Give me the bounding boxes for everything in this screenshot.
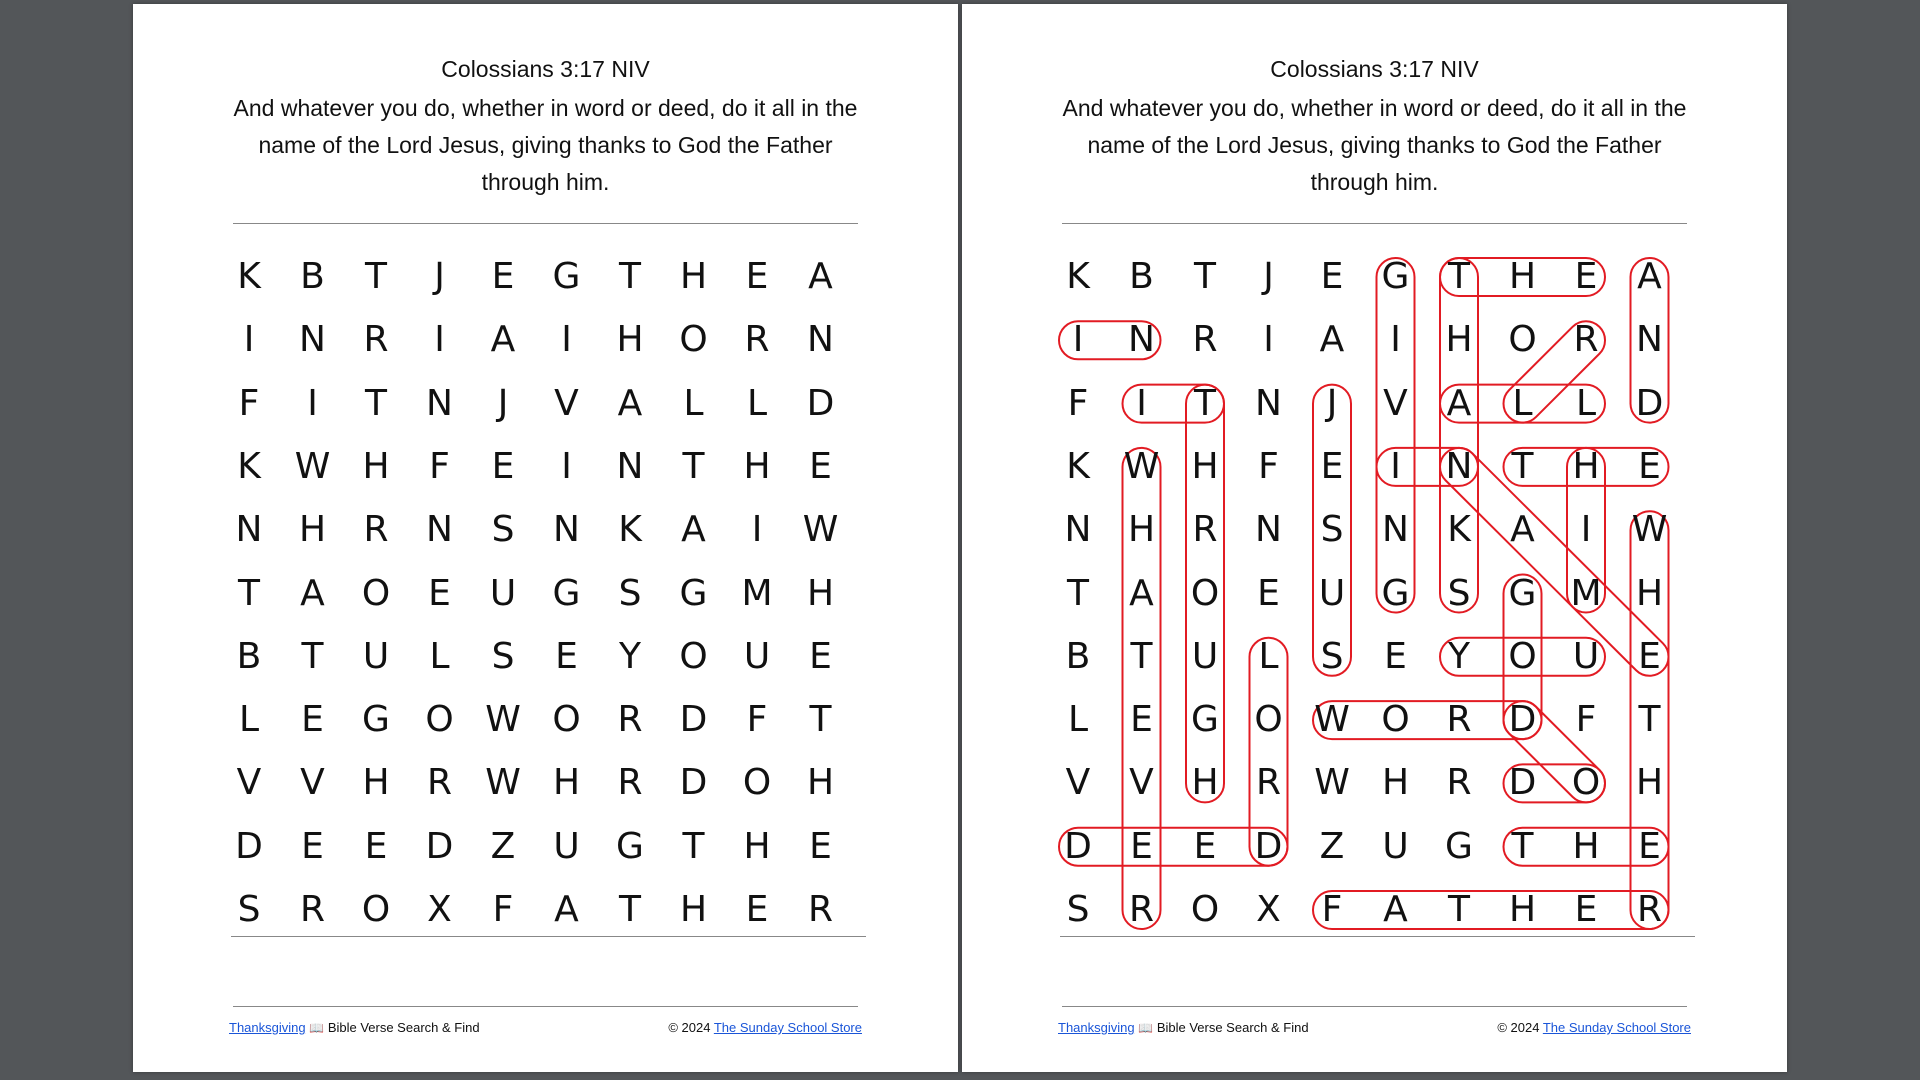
grid-letter: X <box>427 889 452 930</box>
grid-letter: O <box>679 635 708 677</box>
grid-letter: T <box>1511 445 1534 487</box>
grid-letter: E <box>555 635 578 677</box>
grid-letter: V <box>1129 762 1154 804</box>
grid-letter: H <box>362 762 390 804</box>
footer-copyright <box>1497 1020 1691 1035</box>
grid-letter: L <box>1067 699 1089 741</box>
word-search-grid <box>233 240 865 934</box>
grid-letter: T <box>1448 256 1470 297</box>
copyright-text: © 2024 <box>1497 1020 1540 1035</box>
grid-letter: A <box>490 319 516 361</box>
grid-letter: H <box>1191 445 1219 487</box>
grid-letter: S <box>1066 889 1090 930</box>
grid-letter: R <box>1192 509 1218 551</box>
grid-letter: I <box>1072 319 1084 361</box>
answer-highlight-father <box>1313 891 1669 929</box>
grid-letter: H <box>362 445 390 487</box>
grid-letter: H <box>679 256 708 297</box>
grid-letter: R <box>426 762 452 804</box>
divider <box>233 1006 858 1007</box>
grid-letter: R <box>617 699 643 741</box>
grid-letter: D <box>679 762 708 804</box>
grid-letter: K <box>237 445 261 487</box>
grid-letter: E <box>1320 256 1344 297</box>
grid-letter: S <box>1320 509 1344 551</box>
grid-letter: G <box>1191 699 1219 741</box>
grid-letter: B <box>300 256 325 297</box>
grid-letter: S <box>618 572 642 614</box>
grid-letter: U <box>553 825 580 867</box>
verse-text: And whatever you do, whether in word or deed, do it all in the name of the Lord Jesus, giving thanks to God the Father through him. <box>233 95 858 195</box>
grid-letter: R <box>1192 319 1218 361</box>
grid-letter: O <box>1381 699 1410 741</box>
grid-letter: N <box>1128 319 1155 361</box>
grid-letter: D <box>1508 699 1537 741</box>
grid-letter: U <box>743 635 771 677</box>
grid-letter: U <box>489 572 517 614</box>
grid-letter: L <box>1258 635 1279 677</box>
grid-letter: E <box>745 889 769 930</box>
answer-highlight-thanks <box>1440 258 1478 613</box>
grid-letter: T <box>809 699 832 741</box>
grid-letter: V <box>1065 762 1091 804</box>
grid-letter: I <box>1580 509 1592 551</box>
book-icon: 📖 <box>309 1021 325 1035</box>
grid-letter: A <box>681 509 706 551</box>
grid-letter: E <box>1130 825 1153 867</box>
grid-letter: F <box>1067 382 1089 424</box>
grid-letter: F <box>429 445 450 487</box>
grid-letter: I <box>434 319 445 361</box>
grid-letter: G <box>1381 256 1410 297</box>
grid-letter: A <box>1446 382 1472 424</box>
grid-letter: N <box>1382 509 1409 551</box>
grid-letter: H <box>743 825 771 867</box>
grid-letter: N <box>1064 509 1092 551</box>
grid-letter: W <box>485 762 521 804</box>
grid-letter: E <box>1193 825 1217 867</box>
divider <box>1062 1006 1687 1007</box>
copyright-text: © 2024 <box>668 1020 711 1035</box>
grid-letter: N <box>1636 319 1663 361</box>
grid-letter: H <box>1191 762 1219 804</box>
grid-letter: J <box>434 256 445 297</box>
grid-letter: E <box>491 445 515 487</box>
grid-letter: T <box>365 256 387 297</box>
grid-letter: R <box>1446 762 1472 804</box>
grid-letter: R <box>807 889 833 930</box>
footer-title <box>1058 1020 1309 1035</box>
grid-letter: W <box>485 699 521 741</box>
grid-letter: T <box>682 445 705 487</box>
grid-letter: Z <box>1319 825 1345 867</box>
grid-letter: R <box>1636 889 1662 930</box>
grid-letter: R <box>1128 889 1154 930</box>
grid-letter: N <box>1445 445 1473 487</box>
grid-letter: L <box>746 382 768 424</box>
grid-letter: L <box>1512 382 1533 424</box>
grid-letter: L <box>429 635 450 677</box>
grid-letter: E <box>745 256 769 297</box>
grid-letter: U <box>1191 635 1219 677</box>
grid-letter: L <box>1575 382 1597 424</box>
grid-letter: E <box>1320 445 1344 487</box>
grid-letter: L <box>238 699 260 741</box>
grid-letter: W <box>802 509 839 551</box>
grid-letter: J <box>1263 256 1274 297</box>
grid-letter: K <box>1447 509 1471 551</box>
grid-letter: W <box>1314 762 1350 804</box>
grid-letter: N <box>235 509 263 551</box>
grid-letter: A <box>1319 319 1345 361</box>
grid-letter: G <box>552 572 581 614</box>
grid-letter: E <box>428 572 451 614</box>
grid-letter: A <box>1383 889 1408 930</box>
grid-letter: O <box>1508 319 1537 361</box>
grid-letter: I <box>1390 445 1401 487</box>
answer-key-page <box>962 4 1787 1072</box>
grid-letter: O <box>1571 762 1601 804</box>
grid-letter: V <box>236 762 262 804</box>
grid-letter: H <box>1508 256 1537 297</box>
footer-copyright <box>668 1020 862 1035</box>
grid-letter: H <box>1635 762 1664 804</box>
grid-letter: B <box>1129 256 1154 297</box>
grid-letter: E <box>1574 256 1598 297</box>
grid-letter: I <box>561 319 572 361</box>
grid-letter: N <box>1255 382 1282 424</box>
grid-letter: D <box>806 382 835 424</box>
grid-letter: I <box>1263 319 1274 361</box>
grid-letter: S <box>491 635 515 677</box>
divider <box>1062 223 1687 224</box>
grid-letter: A <box>1510 509 1535 551</box>
grid-letter: A <box>617 382 643 424</box>
grid-letter: S <box>1320 635 1344 677</box>
grid-letter: N <box>807 319 834 361</box>
grid-letter: H <box>1508 889 1537 930</box>
grid-letter: V <box>300 762 325 804</box>
grid-letter: A <box>808 256 833 297</box>
grid-letter: A <box>1637 256 1662 297</box>
grid-letter: D <box>1635 382 1664 424</box>
grid-letter: G <box>1508 572 1537 614</box>
grid-letter: T <box>1638 699 1661 741</box>
answer-key-grid <box>1062 240 1694 934</box>
grid-letter: O <box>742 762 772 804</box>
verse-reference: Colossians 3:17 NIV <box>1270 56 1479 82</box>
grid-letter: D <box>235 825 263 867</box>
grid-letter: O <box>361 572 391 614</box>
grid-letter: F <box>746 699 768 741</box>
grid-letter: R <box>617 762 643 804</box>
grid-letter: U <box>1318 572 1346 614</box>
grid-letter: I <box>1390 319 1401 361</box>
grid-letter: E <box>1638 445 1661 487</box>
grid-letter: O <box>1508 635 1537 677</box>
grid-letter: N <box>616 445 644 487</box>
grid-letter: H <box>298 509 327 551</box>
grid-letter: T <box>1511 825 1534 867</box>
grid-letter: K <box>618 509 642 551</box>
answer-highlight-giving <box>1377 258 1415 613</box>
grid-letter: B <box>1065 635 1091 677</box>
grid-letter: U <box>362 635 390 677</box>
grid-letter: T <box>619 889 641 930</box>
grid-letter: A <box>554 889 579 930</box>
grid-letter: E <box>809 445 832 487</box>
grid-letter: H <box>552 762 581 804</box>
grid-letter: U <box>1382 825 1409 867</box>
grid-letter: I <box>243 319 255 361</box>
grid-letter: D <box>1254 825 1283 867</box>
grid-letter: T <box>365 382 387 424</box>
grid-letter: N <box>426 382 453 424</box>
grid-letter: M <box>1570 572 1602 614</box>
grid-letter: W <box>1631 509 1668 551</box>
grid-letter: W <box>1314 699 1350 741</box>
grid-letter: O <box>425 699 454 741</box>
grid-letter: V <box>554 382 579 424</box>
grid-letter: G <box>1445 825 1473 867</box>
grid-letter: E <box>1257 572 1280 614</box>
grid-letter: R <box>1573 319 1599 361</box>
grid-letter: A <box>300 572 325 614</box>
grid-letter: D <box>1508 762 1537 804</box>
grid-letter: T <box>238 572 260 614</box>
grid-letter: T <box>619 256 641 297</box>
grid-letter: T <box>1067 572 1089 614</box>
grid-letter: K <box>237 256 261 297</box>
grid-letter: E <box>809 635 832 677</box>
grid-letter: O <box>1190 889 1220 930</box>
grid-letter: K <box>1066 256 1090 297</box>
grid-letter: T <box>1130 635 1153 677</box>
grid-letter: R <box>363 509 389 551</box>
grid-letter: F <box>238 382 260 424</box>
grid-letter: H <box>1572 445 1600 487</box>
grid-letter: T <box>1194 382 1216 424</box>
grid-letter: S <box>237 889 261 930</box>
grid-letter: H <box>1445 319 1473 361</box>
grid-letter: N <box>553 509 580 551</box>
grid-letter: W <box>1123 445 1160 487</box>
grid-letter: Z <box>490 825 516 867</box>
grid-letter: H <box>616 319 644 361</box>
grid-letter: F <box>1258 445 1279 487</box>
grid-letter: O <box>679 319 708 361</box>
grid-letter: K <box>1066 445 1090 487</box>
grid-letter: G <box>552 256 581 297</box>
grid-letter: E <box>301 825 324 867</box>
grid-letter: I <box>307 382 318 424</box>
grid-letter: G <box>616 825 644 867</box>
footer-title-text: Bible Verse Search & Find <box>327 1020 480 1035</box>
grid-letter: R <box>1255 762 1281 804</box>
grid-letter: I <box>1136 382 1147 424</box>
grid-letter: G <box>679 572 708 614</box>
divider <box>231 936 866 937</box>
grid-letter: E <box>1638 825 1661 867</box>
grid-letter: R <box>363 319 389 361</box>
grid-letter: E <box>1638 635 1661 677</box>
grid-letter: O <box>1190 572 1220 614</box>
grid-letter: S <box>1447 572 1471 614</box>
divider <box>1060 936 1695 937</box>
grid-letter: J <box>1326 382 1338 424</box>
grid-letter: R <box>299 889 325 930</box>
grid-letter: O <box>361 889 391 930</box>
grid-letter: U <box>1572 635 1600 677</box>
grid-letter: L <box>683 382 704 424</box>
footer-title-text: Bible Verse Search & Find <box>1156 1020 1309 1035</box>
grid-letter: D <box>679 699 708 741</box>
grid-letter: G <box>1381 572 1410 614</box>
grid-letter: E <box>364 825 388 867</box>
grid-letter: H <box>1127 509 1156 551</box>
grid-letter: F <box>1575 699 1597 741</box>
grid-letter: T <box>301 635 324 677</box>
grid-letter: H <box>1635 572 1664 614</box>
grid-letter: I <box>751 509 763 551</box>
grid-letter: E <box>301 699 324 741</box>
grid-letter: Y <box>1448 635 1470 677</box>
grid-letter: N <box>1255 509 1282 551</box>
grid-letter: R <box>1446 699 1472 741</box>
grid-letter: M <box>741 572 773 614</box>
grid-letter: H <box>679 889 708 930</box>
grid-letter: J <box>497 382 509 424</box>
store-link[interactable]: The Sunday School Store <box>713 1020 862 1035</box>
grid-letter: E <box>1130 699 1153 741</box>
grid-letter: D <box>1064 825 1092 867</box>
grid-letter: E <box>809 825 832 867</box>
grid-letter: A <box>1129 572 1154 614</box>
verse-text: And whatever you do, whether in word or deed, do it all in the name of the Lord Jesus, giving thanks to God the Father through him. <box>1062 95 1687 195</box>
grid-letter: O <box>552 699 581 741</box>
grid-letter: X <box>1256 889 1281 930</box>
grid-letter: B <box>236 635 262 677</box>
grid-letter: T <box>1448 889 1470 930</box>
grid-letter: I <box>561 445 572 487</box>
grid-letter: T <box>1194 256 1216 297</box>
grid-letter: D <box>425 825 454 867</box>
grid-letter: F <box>492 889 514 930</box>
grid-letter: Y <box>619 635 641 677</box>
divider <box>233 223 858 224</box>
grid-letter: N <box>299 319 326 361</box>
grid-letter: G <box>362 699 390 741</box>
grid-letter: E <box>1574 889 1598 930</box>
grid-letter: F <box>1321 889 1343 930</box>
grid-letter: N <box>426 509 453 551</box>
grid-letter: H <box>806 762 835 804</box>
thanksgiving-link[interactable]: Thanksgiving <box>229 1020 306 1035</box>
grid-letter: H <box>743 445 771 487</box>
grid-letter: H <box>1381 762 1410 804</box>
grid-letter: H <box>806 572 835 614</box>
verse-reference: Colossians 3:17 NIV <box>441 56 650 82</box>
grid-letter: W <box>294 445 331 487</box>
grid-letter: E <box>1384 635 1407 677</box>
grid-letter: H <box>1572 825 1600 867</box>
grid-letter: T <box>682 825 705 867</box>
puzzle-page <box>133 4 958 1072</box>
grid-letter: O <box>1254 699 1283 741</box>
book-icon: 📖 <box>1138 1021 1154 1035</box>
thanksgiving-link[interactable]: Thanksgiving <box>1058 1020 1135 1035</box>
grid-letter: V <box>1383 382 1408 424</box>
grid-letter: R <box>744 319 770 361</box>
store-link[interactable]: The Sunday School Store <box>1542 1020 1691 1035</box>
footer-title <box>229 1020 480 1035</box>
grid-letter: S <box>491 509 515 551</box>
grid-letter: E <box>491 256 515 297</box>
